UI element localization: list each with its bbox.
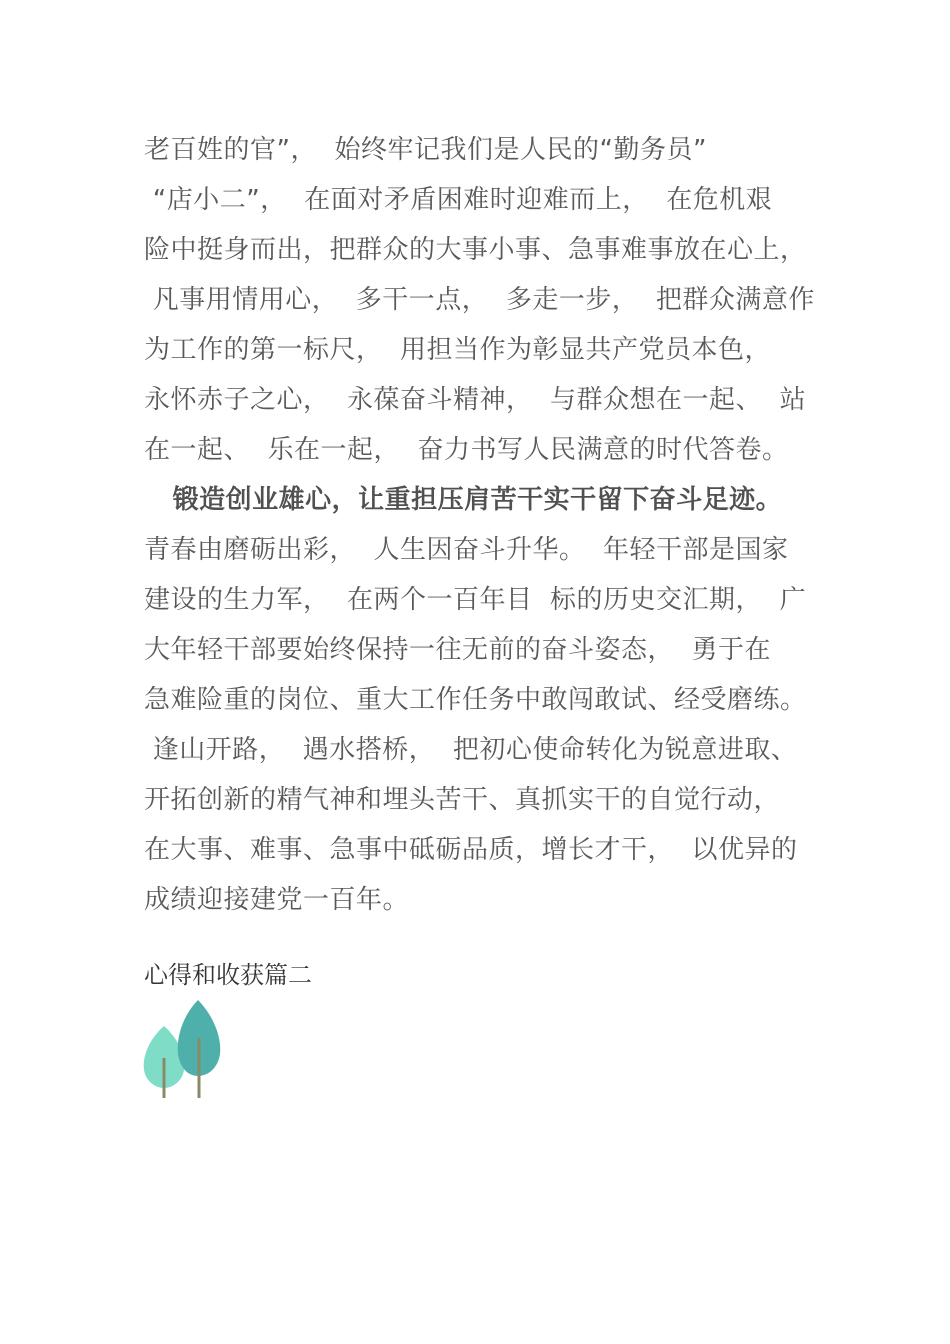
body-line-10: 建设的生力军， 在两个一百年目 标的历史交汇期， 广 bbox=[144, 585, 807, 615]
body-line-4: 凡事用情用心， 多干一点， 多走一步， 把群众满意作 bbox=[144, 285, 815, 315]
body-line-14: 开拓创新的精气神和埋头苦干、真抓实干的自觉行动， bbox=[144, 785, 781, 815]
body-line-11: 大年轻干部要始终保持一往无前的奋斗姿态， 勇于在 bbox=[144, 635, 772, 665]
body-line-3: 险中挺身而出，把群众的大事小事、急事难事放在心上， bbox=[144, 235, 807, 265]
body-line-15: 在大事、难事、急事中砥砺品质，增长才干， 以优异的 bbox=[144, 835, 798, 865]
body-line-7: 在一起、 乐在一起， 奋力书写人民满意的时代答卷。 bbox=[144, 435, 789, 465]
paragraph-lead-sentence: 锻造创业雄心，让重担压肩苦干实干留下奋斗足迹。 bbox=[144, 485, 783, 515]
body-line-6: 永怀赤子之心， 永葆奋斗精神， 与群众想在一起、 站 bbox=[144, 385, 807, 415]
body-line-13: 逢山开路， 遇水搭桥， 把初心使命转化为锐意进取、 bbox=[144, 735, 798, 765]
body-line-12: 急难险重的岗位、重大工作任务中敢闯敢试、经受磨练。 bbox=[144, 685, 807, 715]
body-line-2: “店小二”， 在面对矛盾困难时迎难而上， 在危机艰 bbox=[144, 185, 773, 215]
trees-icon bbox=[140, 998, 230, 1102]
body-line-16: 成绩迎接建党一百年。 bbox=[144, 885, 410, 915]
section-heading: 心得和收获篇二 bbox=[144, 961, 312, 989]
body-line-1: 老百姓的官”， 始终牢记我们是人民的“勤务员” bbox=[144, 135, 707, 165]
body-line-5: 为工作的第一标尺， 用担当作为彰显共产党员本色， bbox=[144, 335, 772, 365]
body-line-9: 青春由磨砺出彩， 人生因奋斗升华。 年轻干部是国家 bbox=[144, 535, 789, 565]
